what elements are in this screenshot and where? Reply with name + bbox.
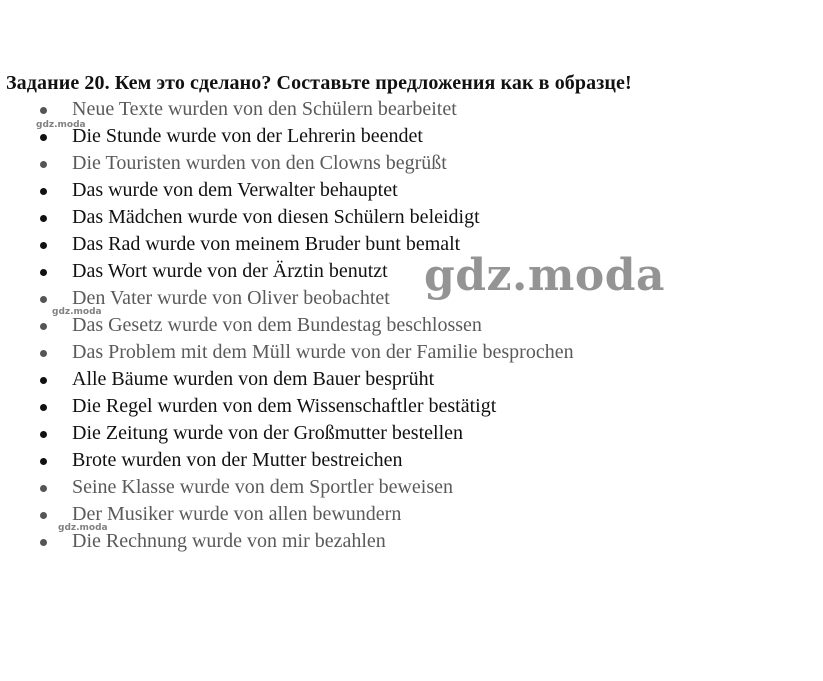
bullet-icon: [40, 458, 47, 465]
watermark-small: gdz.moda: [58, 523, 108, 533]
sentence-text: Den Vater wurde von Oliver beobachtet: [72, 287, 390, 309]
sentence-text: Das Rad wurde von meinem Bruder bunt bemalt: [72, 233, 461, 255]
watermark-small: gdz.moda: [52, 307, 102, 317]
sentence-text: Brote wurden von der Mutter bestreichen: [72, 449, 403, 471]
bullet-icon: [40, 188, 47, 195]
sentence-text: Der Musiker wurde von allen bewundern: [72, 503, 402, 525]
bullet-icon: [40, 107, 47, 114]
bullet-icon: [40, 323, 47, 330]
bullet-icon: [40, 485, 47, 492]
bullet-icon: [40, 296, 47, 303]
sentence-text: Die Stunde wurde von der Lehrerin beendet: [72, 125, 423, 147]
bullet-icon: [40, 350, 47, 357]
bullet-icon: [40, 269, 47, 276]
sentence-text: Alle Bäume wurden von dem Bauer besprüht: [72, 368, 435, 390]
sentence-text: Seine Klasse wurde von dem Sportler beweisen: [72, 476, 454, 498]
sentence-text: Das Gesetz wurde von dem Bundestag beschlossen: [72, 314, 482, 336]
sentence-text: Neue Texte wurden von den Schülern bearbeitet: [72, 98, 457, 120]
sentence-text: Die Zeitung wurde von der Großmutter bestellen: [72, 422, 463, 444]
sentence-text: Die Rechnung wurde von mir bezahlen: [72, 530, 386, 552]
watermark-logo: gdz.moda: [424, 250, 666, 301]
bullet-icon: [40, 134, 47, 141]
sentence-text: Das wurde von dem Verwalter behauptet: [72, 179, 398, 201]
bullet-icon: [40, 161, 47, 168]
assignment-heading: Задание 20. Кем это сделано? Составьте предложения как в образце!: [6, 72, 632, 94]
bullet-icon: [40, 404, 47, 411]
bullet-icon: [40, 431, 47, 438]
sentence-text: Die Regel wurden von dem Wissenschaftler bestätigt: [72, 395, 497, 417]
sentence-text: Das Problem mit dem Müll wurde von der Familie besprochen: [72, 341, 574, 363]
sentence-text: Das Wort wurde von der Ärztin benutzt: [72, 260, 388, 282]
bullet-icon: [40, 512, 47, 519]
sentence-text: Das Mädchen wurde von diesen Schülern beleidigt: [72, 206, 480, 228]
bullet-icon: [40, 539, 47, 546]
bullet-icon: [40, 377, 47, 384]
bullet-icon: [40, 215, 47, 222]
bullet-icon: [40, 242, 47, 249]
watermark-small: gdz.moda: [36, 120, 86, 130]
sentence-text: Die Touristen wurden von den Clowns begrüßt: [72, 152, 447, 174]
